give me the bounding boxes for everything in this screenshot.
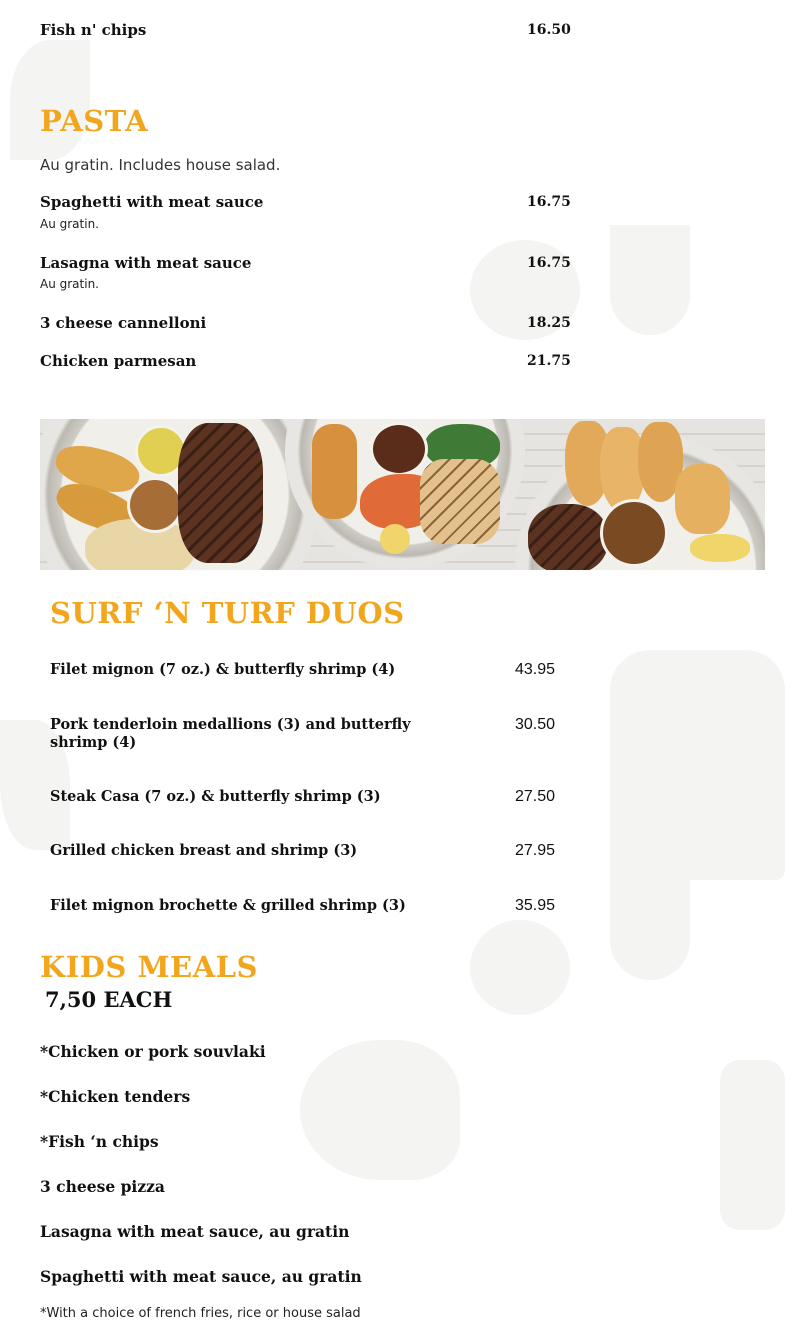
menu-item-name: Spaghetti with meat sauce (40, 193, 264, 211)
duo-item-name: Filet mignon brochette & grilled shrimp (3) (50, 897, 406, 914)
food-photo-banner (40, 419, 765, 570)
duo-item-name: Grilled chicken breast and shrimp (3) (50, 842, 358, 859)
duo-item-name: Steak Casa (7 oz.) & butterfly shrimp (3) (50, 788, 381, 805)
kids-menu-item: Lasagna with meat sauce, au gratin (40, 1222, 350, 1241)
sauce-bowl-image (600, 499, 668, 567)
steak-image (528, 504, 608, 570)
lemon-image (690, 534, 750, 562)
menu-item-description: Au gratin. (40, 277, 99, 291)
kids-menu-item: Spaghetti with meat sauce, au gratin (40, 1267, 362, 1286)
duo-item-price: 27.95 (515, 842, 556, 859)
duo-item-price: 35.95 (515, 897, 556, 914)
duo-item-name: Filet mignon (7 oz.) & butterfly shrimp (4) (50, 661, 396, 678)
menu-item-price: 16.75 (527, 194, 571, 210)
surf-turf-section-title: SURF ‘N TURF DUOS (50, 596, 405, 630)
kids-menu-item: *Fish ‘n chips (40, 1132, 159, 1151)
pasta-section-intro: Au gratin. Includes house salad. (40, 156, 281, 174)
sauce-bowl-image (370, 422, 428, 476)
menu-item-price: 16.75 (527, 255, 571, 271)
menu-item-name: Chicken parmesan (40, 352, 197, 370)
duo-item-price: 30.50 (515, 716, 556, 733)
menu-item-name: 3 cheese cannelloni (40, 314, 207, 332)
steak-image (178, 423, 263, 563)
grilled-chicken-image (420, 459, 500, 544)
butterfly-shrimp-image (675, 464, 730, 534)
menu-item-price: 21.75 (527, 353, 571, 369)
kids-section-title: KIDS MEALS (40, 950, 258, 984)
duo-item-price: 43.95 (515, 661, 556, 678)
menu-item-name: Lasagna with meat sauce (40, 254, 252, 272)
pasta-section-title: PASTA (40, 104, 149, 138)
kids-menu-item: *Chicken or pork souvlaki (40, 1042, 266, 1061)
lemon-image (380, 524, 410, 554)
menu-item-name: Fish n' chips (40, 21, 147, 39)
kids-menu-item: *Chicken tenders (40, 1087, 191, 1106)
garlic-bread-image (312, 424, 357, 519)
kids-price-line: 7,50 EACH (45, 987, 173, 1012)
duo-item-name: Pork tenderloin medallions (3) and butterfly shrimp (4) (50, 716, 411, 751)
sauce-bowl-image (127, 477, 183, 533)
kids-footnote: *With a choice of french fries, rice or house salad (40, 1306, 361, 1321)
menu-item-description: Au gratin. (40, 217, 99, 231)
duo-item-price: 27.50 (515, 788, 556, 805)
kids-menu-item: 3 cheese pizza (40, 1177, 165, 1196)
menu-item-price: 18.25 (527, 315, 571, 331)
menu-item-price: 16.50 (527, 22, 571, 38)
